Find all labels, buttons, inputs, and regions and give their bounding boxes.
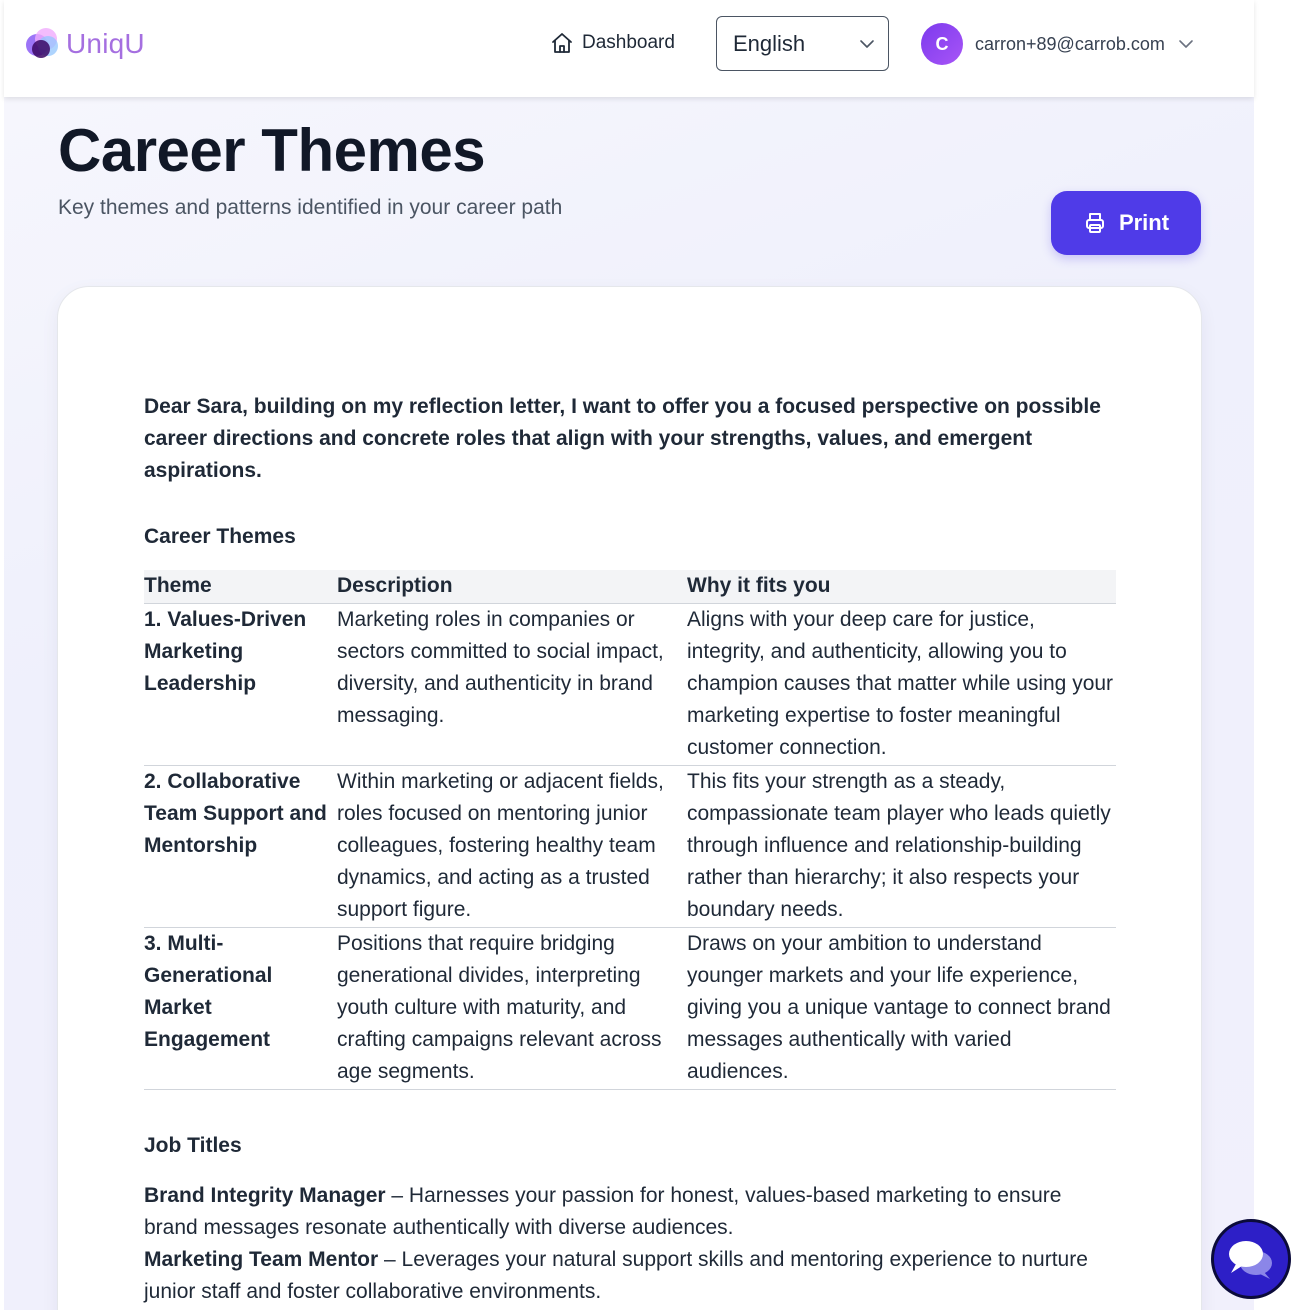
theme-name-cell: 1. Values-Driven Marketing Leadership: [144, 603, 337, 765]
letter-content: [144, 391, 1119, 1308]
theme-description-cell: Within marketing or adjacent fields, roles focused on mentoring junior colleagues, fostering healthy team dynamics, and acting as a trusted support figure.: [337, 765, 687, 927]
theme-name-cell: 3. Multi-Generational Market Engagement: [144, 927, 337, 1089]
theme-description-cell: Positions that require bridging generational divides, interpreting youth culture with maturity, and crafting campaigns relevant across age segments.: [337, 927, 687, 1089]
job-title: Marketing Team Mentor: [144, 1247, 379, 1271]
app-shell: [4, 0, 1254, 1310]
list-item: [144, 1180, 1119, 1244]
brand-logo[interactable]: [26, 24, 145, 64]
top-navbar: [4, 0, 1254, 97]
page-title: Career Themes: [58, 117, 486, 184]
theme-why-cell: Draws on your ambition to understand younger markets and your life experience, giving you a unique vantage to connect brand messages authentically with varied audiences.: [687, 927, 1116, 1089]
print-button[interactable]: [1051, 191, 1201, 255]
user-email: carron+89@carrob.com: [975, 33, 1165, 54]
printer-icon: [1083, 211, 1107, 235]
uniqu-logo-icon: [26, 26, 62, 62]
list-item: [144, 1244, 1119, 1308]
chevron-down-icon: [1177, 35, 1195, 53]
column-header-description: Description: [337, 570, 687, 603]
chevron-down-icon: [858, 35, 876, 53]
brand-name: UniqU: [66, 28, 145, 59]
language-select[interactable]: [716, 16, 889, 71]
chat-icon: [1226, 1236, 1276, 1282]
job-titles-heading: Job Titles: [144, 1133, 242, 1157]
job-description: Harnesses your passion for honest, values-based marketing to ensure brand messages resonate authentically with diverse audiences.: [144, 1183, 1062, 1239]
career-themes-heading: Career Themes: [144, 525, 296, 548]
career-themes-card: [57, 286, 1202, 1310]
theme-why-cell: This fits your strength as a steady, compassionate team player who leads quietly through influence and relationship-building rather than hierarchy; it also respects your boundary needs.: [687, 765, 1116, 927]
home-icon: [550, 31, 574, 55]
nav-dashboard-link[interactable]: [550, 28, 675, 58]
job-titles-list: [144, 1180, 1119, 1308]
job-description: Leverages your natural support skills and mentoring experience to nurture junior staff and foster collaborative environments.: [144, 1247, 1088, 1303]
job-separator: –: [378, 1247, 402, 1271]
page-subtitle: Key themes and patterns identified in your career path: [58, 196, 563, 219]
theme-name-cell: 2. Collaborative Team Support and Mentorship: [144, 765, 337, 927]
table-row: [144, 603, 1116, 765]
career-themes-table: [144, 570, 1116, 1090]
user-menu[interactable]: [921, 22, 1195, 66]
print-label: Print: [1118, 210, 1170, 235]
language-value: English: [733, 30, 806, 56]
theme-description-cell: Marketing roles in companies or sectors committed to social impact, diversity, and authenticity in brand messaging.: [337, 603, 687, 765]
job-title: Brand Integrity Manager: [144, 1183, 386, 1207]
column-header-why: Why it fits you: [687, 570, 1116, 603]
avatar: C: [921, 23, 963, 65]
nav-dashboard-label: Dashboard: [582, 32, 675, 53]
letter-intro: Dear Sara, building on my reflection letter, I want to offer you a focused perspective on possible career directions and concrete roles that align with your strengths, values, and emergent aspirations.: [144, 395, 1101, 482]
chat-launcher-button[interactable]: [1211, 1219, 1291, 1299]
job-separator: –: [385, 1183, 409, 1207]
column-header-theme: Theme: [144, 570, 337, 603]
theme-why-cell: Aligns with your deep care for justice, integrity, and authenticity, allowing you to champion causes that matter while using your marketing expertise to foster meaningful customer connection.: [687, 603, 1116, 765]
table-header-row: [144, 570, 1116, 603]
table-row: [144, 927, 1116, 1089]
table-row: [144, 765, 1116, 927]
